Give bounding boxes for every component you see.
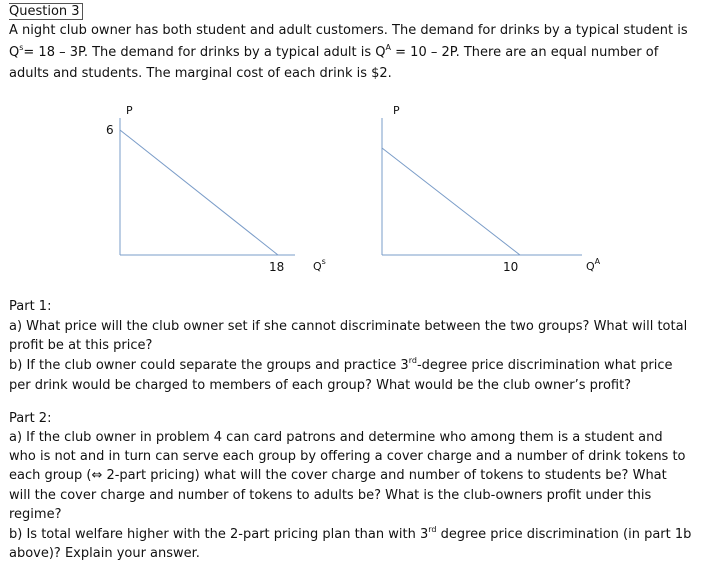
adult-demand-graph [370, 100, 610, 285]
intro-line-3: adults and students. The marginal cost of each drink is $2. [9, 66, 392, 81]
part2-heading: Part 2: [9, 411, 52, 426]
part2-a-line3: each group (⇔ 2-part pricing) what will the cover charge and number of tokens to students be? What [9, 468, 667, 483]
student-x-intercept-label: 18 [269, 260, 285, 274]
student-y-intercept-label: 6 [106, 123, 114, 137]
part2-a-line2: who is not and in turn can serve each group by offering a cover charge and a number of drink tokens to [9, 449, 686, 464]
intro-line-2: $Q^s= 18 - 3P$. The demand for drinks by a typical adult is $Q^A = 10 - 2P$. There are an equal number of [9, 42, 659, 60]
student-y-axis-label: P [126, 104, 133, 117]
part1-b-line1: b) If the club owner could separate the groups and practice 3rd-degree price discrimination what price [9, 355, 673, 373]
adult-x-axis-label: $Q^A$ [586, 257, 601, 273]
student-x-axis-label: $Q^s$ [313, 257, 326, 273]
part1-heading: Part 1: [9, 299, 52, 314]
part1-a-line1: a) What price will the club owner set if she cannot discriminate between the two groups? What will total [9, 319, 688, 334]
part1-b-line2: per drink would be charged to members of each group? What would be the club owner’s profit? [9, 378, 632, 393]
part1-a-line2: profit be at this price? [9, 338, 153, 353]
intro-line-1: A night club owner has both student and adult customers. The demand for drinks by a typical student is [9, 23, 688, 38]
part2-a-line5: regime? [9, 507, 62, 522]
adult-demand-line [382, 148, 520, 255]
adult-y-axis-label: P [393, 104, 400, 117]
student-demand-graph [95, 100, 335, 285]
question-title: Question 3 [9, 2, 83, 22]
adult-x-intercept-label: 10 [503, 260, 519, 274]
part2-b-line1: b) Is total welfare higher with the 2-part pricing plan than with 3rd degree price discrimination (in part 1b [9, 524, 692, 542]
part2-b-line2: above)? Explain your answer. [9, 546, 200, 561]
student-demand-line [120, 130, 278, 255]
part2-a-line4: will the cover charge and number of tokens to adults be? What is the club-owners profit under this [9, 488, 652, 503]
part2-a-line1: a) If the club owner in problem 4 can card patrons and determine who among them is a student and [9, 430, 663, 445]
